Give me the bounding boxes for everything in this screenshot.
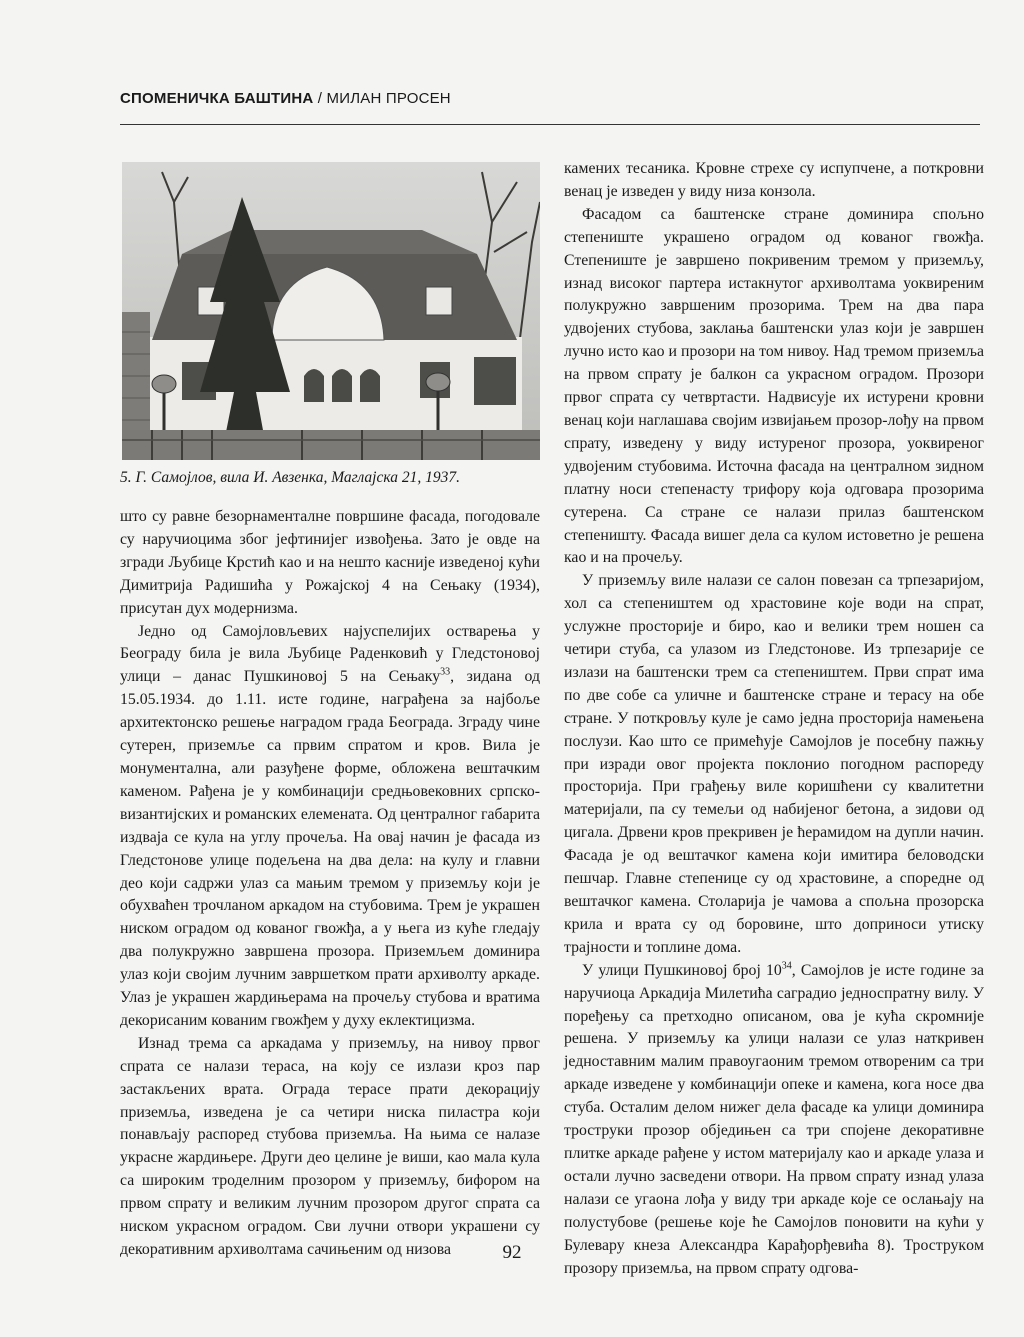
paragraph (120, 621, 540, 1033)
running-header-author: / МИЛАН ПРОСЕН (313, 90, 451, 107)
paragraph: камених тесаника. Кровне стрехе су испупчене, а поткровни венац је изведен у виду низа конзола. (564, 160, 984, 200)
footnote-ref: 33 (440, 667, 451, 679)
paragraph: што су равне безорнаменталне површине фасада, погодовале су наручиоцима због јефтинијег извођења. Зато је овде на згради Љубице Крстић као и на нешто каснијe изведеној кући Димитрија Радишића у Рожајској 4 на Сењаку (1934), присутан дух модернизма. (120, 508, 540, 617)
figure-caption: 5. Г. Самојлов, вила И. Авзенка, Маглајска 21, 1937. (120, 469, 460, 486)
paragraph (564, 960, 984, 1281)
paragraph-text: , зидана од 15.05.1934. до 1.11. исте године, награђена за најбоље архитектонско решење наградом града Београда. Зграду чине сутерен, приземље са првим спратом и кров. Вила је монументална, али разуђене форме, обложена вештачким каменом. Рађена је у комбинацији средњовековних српско-византијских и романских елемената. Од централног габарита издваја се кула на углу прочеља. На овај начин је фасада из Гледстонове улице подељена на два дела: на кулу и главни део који садржи улаз са мањим тремом у приземљу који је обухваћен трочланом аркадом на стубовима. Трем је украшен ниском оградом од кованог гвожђа, а у њега из куће гледају два полукружно завршена прозора. Приземљем доминира улаз који својим лучним завршетком прати архиволту аркаде. Улаз је украшен жардињерама на прочељу стубова и вратима декорисаним кованим гвожђем у духу еклектицизма. (120, 668, 540, 1029)
running-header (120, 90, 451, 107)
paragraph-text: , Самојлов је исте године за наручиоца Аркадија Милетића саградио једноспратну вилу. У поређењу са претходно описаном, ова је кућа скромније решена. У приземљу ка улици налази се улаз наткривен једноставним малим правоугаоним тремом отвореним са три аркаде изведене у комбинацији опеке и камена, кога носе два стуба. Осталим делом нижег дела фасаде ка улици доминира троструки прозор обједињен са три спојене декоративне плитке аркаде рађене у истом материјалу као и аркаде улаза и остали лучно засведени отвори. На првом спрату изнад улаза налази се угаона лођа у виду три аркаде које се ослањају на полустубове (решење које ће Самојлов поновити на кући у Булевару кнеза Александра Карађорђевића 8). Трострукoм прозору приземља, на првом спрату одгова- (564, 961, 984, 1277)
paragraph: Фасадом са баштенске стране доминира спољно степениште украшено оградом од кованог гвожђа. Степениште је завршено покривеним тремом у приземљу, изнад високог партера истакнутог архиволтама уоквиреним полукружно завршеним прозорима. Трем на два пара удвојених стубова, заклања баштенски улаз који је завршен лучно исто као и прозори на том нивоу. Над тремом приземља на првом спрату је балкон са украсном оградом. Прозори првог спрата су четвртасти. Надвисује их истурени кровни венац који наглашава својим извијањем прозор-лођу на првом спрату, изведену у виду истуреног прозора, уоквиреног удвојеним стубовима. Источна фасада на централном зидном платну носи степенасту трифору која одговара прозорима сутерена. Са стране се налази прилаз баштенском степеништу. Фасада вишег дела са кулом истоветно је решена као и на прочељу. (564, 205, 984, 567)
villa-photograph (122, 162, 540, 460)
paragraph-text: У улици Пушкиновој број 10 (582, 961, 782, 979)
paragraph: У приземљу виле налази се салон повезан са трпезаријом, хол са степеништем од храстовине које води на спрат, услужне просторије и биро, као и велики трем ношен са четири стуба, са улазом из Гледстонове. Из трпезарије се излази на баштенски трем са степеништем. Први спрат има по две собе са уличне и баштенске стране и терасу на обе стране. У поткровљу куле је само једна просторија намењена послузи. Као што се примећује Самојлов је посебну пажњу при изради овог пројекта поклонио погодном распореду просторија. При грађењу виле коришћени су квалитетни материјали, па су темељи од набијеног бетона, а зидови од цигала. Дрвени кров прекривен је ћерамидом на дупли начин. Фасада је од вештачког камена који имитира беловодски пешчар. Главне степенице су од храстовине, а споредне од вештачког камена. Столарија је чамова а спољна прозорска крила и врата су од боровине, што доприноси утиску трајности и топлине дома. (564, 572, 984, 956)
right-column (564, 158, 984, 1280)
villa-photograph-drawing (122, 162, 540, 460)
page-number: 92 (502, 1242, 522, 1263)
header-rule (120, 124, 980, 125)
footnote-ref: 34 (781, 960, 792, 972)
paragraph-text: Једно од Самојловљевих најуспелијих остварења у Београду била је вила Љубице Раденковић у Гледстоновој улици – данас Пушкиновој 5 на Сењаку (120, 622, 540, 686)
paragraph: Изнад трема са аркадама у приземљу, на нивоу првог спрата се налази тераса, на коју се излази кроз пар застакљених врата. Ограда терасе прати декорацију приземља, изведена је са четири ниска пиластра који понављају распоред стубова приземља. На њима се налазе украсне жардињере. Други део целине је виши, као мала кула са широким троделним прозором у приземљу, бифором на првом спрату и великим лучним прозором другог спрата са ниском украсном оградом. Сви лучни отвори украшени су декоративним архиволтама сачињеним од низова (120, 1034, 540, 1258)
left-column (120, 506, 540, 1262)
running-header-series: СПОМЕНИЧКА БАШТИНА (120, 90, 314, 107)
